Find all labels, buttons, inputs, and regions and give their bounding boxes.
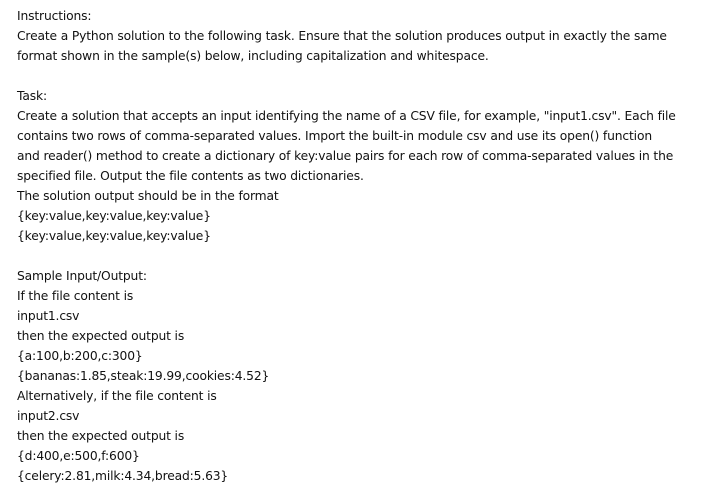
task-line: specified file. Output the file contents as two dictionaries. <box>17 169 364 183</box>
task-line: Create a solution that accepts an input identifying the name of a CSV file, for example, "input1.csv". Each file <box>17 109 676 123</box>
sample-heading: Sample Input/Output: <box>17 269 147 283</box>
sample-input-filename: input2.csv <box>17 409 80 423</box>
task-line: The solution output should be in the format <box>17 189 279 203</box>
sample-output-line: {celery:2.81,milk:4.34,bread:5.63} <box>17 469 229 483</box>
spacer <box>17 66 707 86</box>
sample-output-line: {bananas:1.85,steak:19.99,cookies:4.52} <box>17 369 270 383</box>
format-example-line: {key:value,key:value,key:value} <box>17 229 211 243</box>
sample-line: then the expected output is <box>17 429 185 443</box>
sample-output-line: {a:100,b:200,c:300} <box>17 349 143 363</box>
instructions-line: format shown in the sample(s) below, including capitalization and whitespace. <box>17 49 489 63</box>
instructions-line: Create a Python solution to the following task. Ensure that the solution produces output in exactly the same <box>17 29 667 43</box>
instructions-heading: Instructions: <box>17 9 92 23</box>
spacer <box>17 246 707 266</box>
sample-line: then the expected output is <box>17 329 185 343</box>
document <box>17 6 707 486</box>
task-line: contains two rows of comma-separated values. Import the built-in module csv and use its open() function <box>17 129 652 143</box>
sample-output-line: {d:400,e:500,f:600} <box>17 449 140 463</box>
format-example-line: {key:value,key:value,key:value} <box>17 209 211 223</box>
task-heading: Task: <box>17 89 47 103</box>
sample-input-filename: input1.csv <box>17 309 80 323</box>
sample-line: Alternatively, if the file content is <box>17 389 217 403</box>
sample-line: If the file content is <box>17 289 134 303</box>
task-line: and reader() method to create a dictionary of key:value pairs for each row of comma-separated values in the <box>17 149 674 163</box>
